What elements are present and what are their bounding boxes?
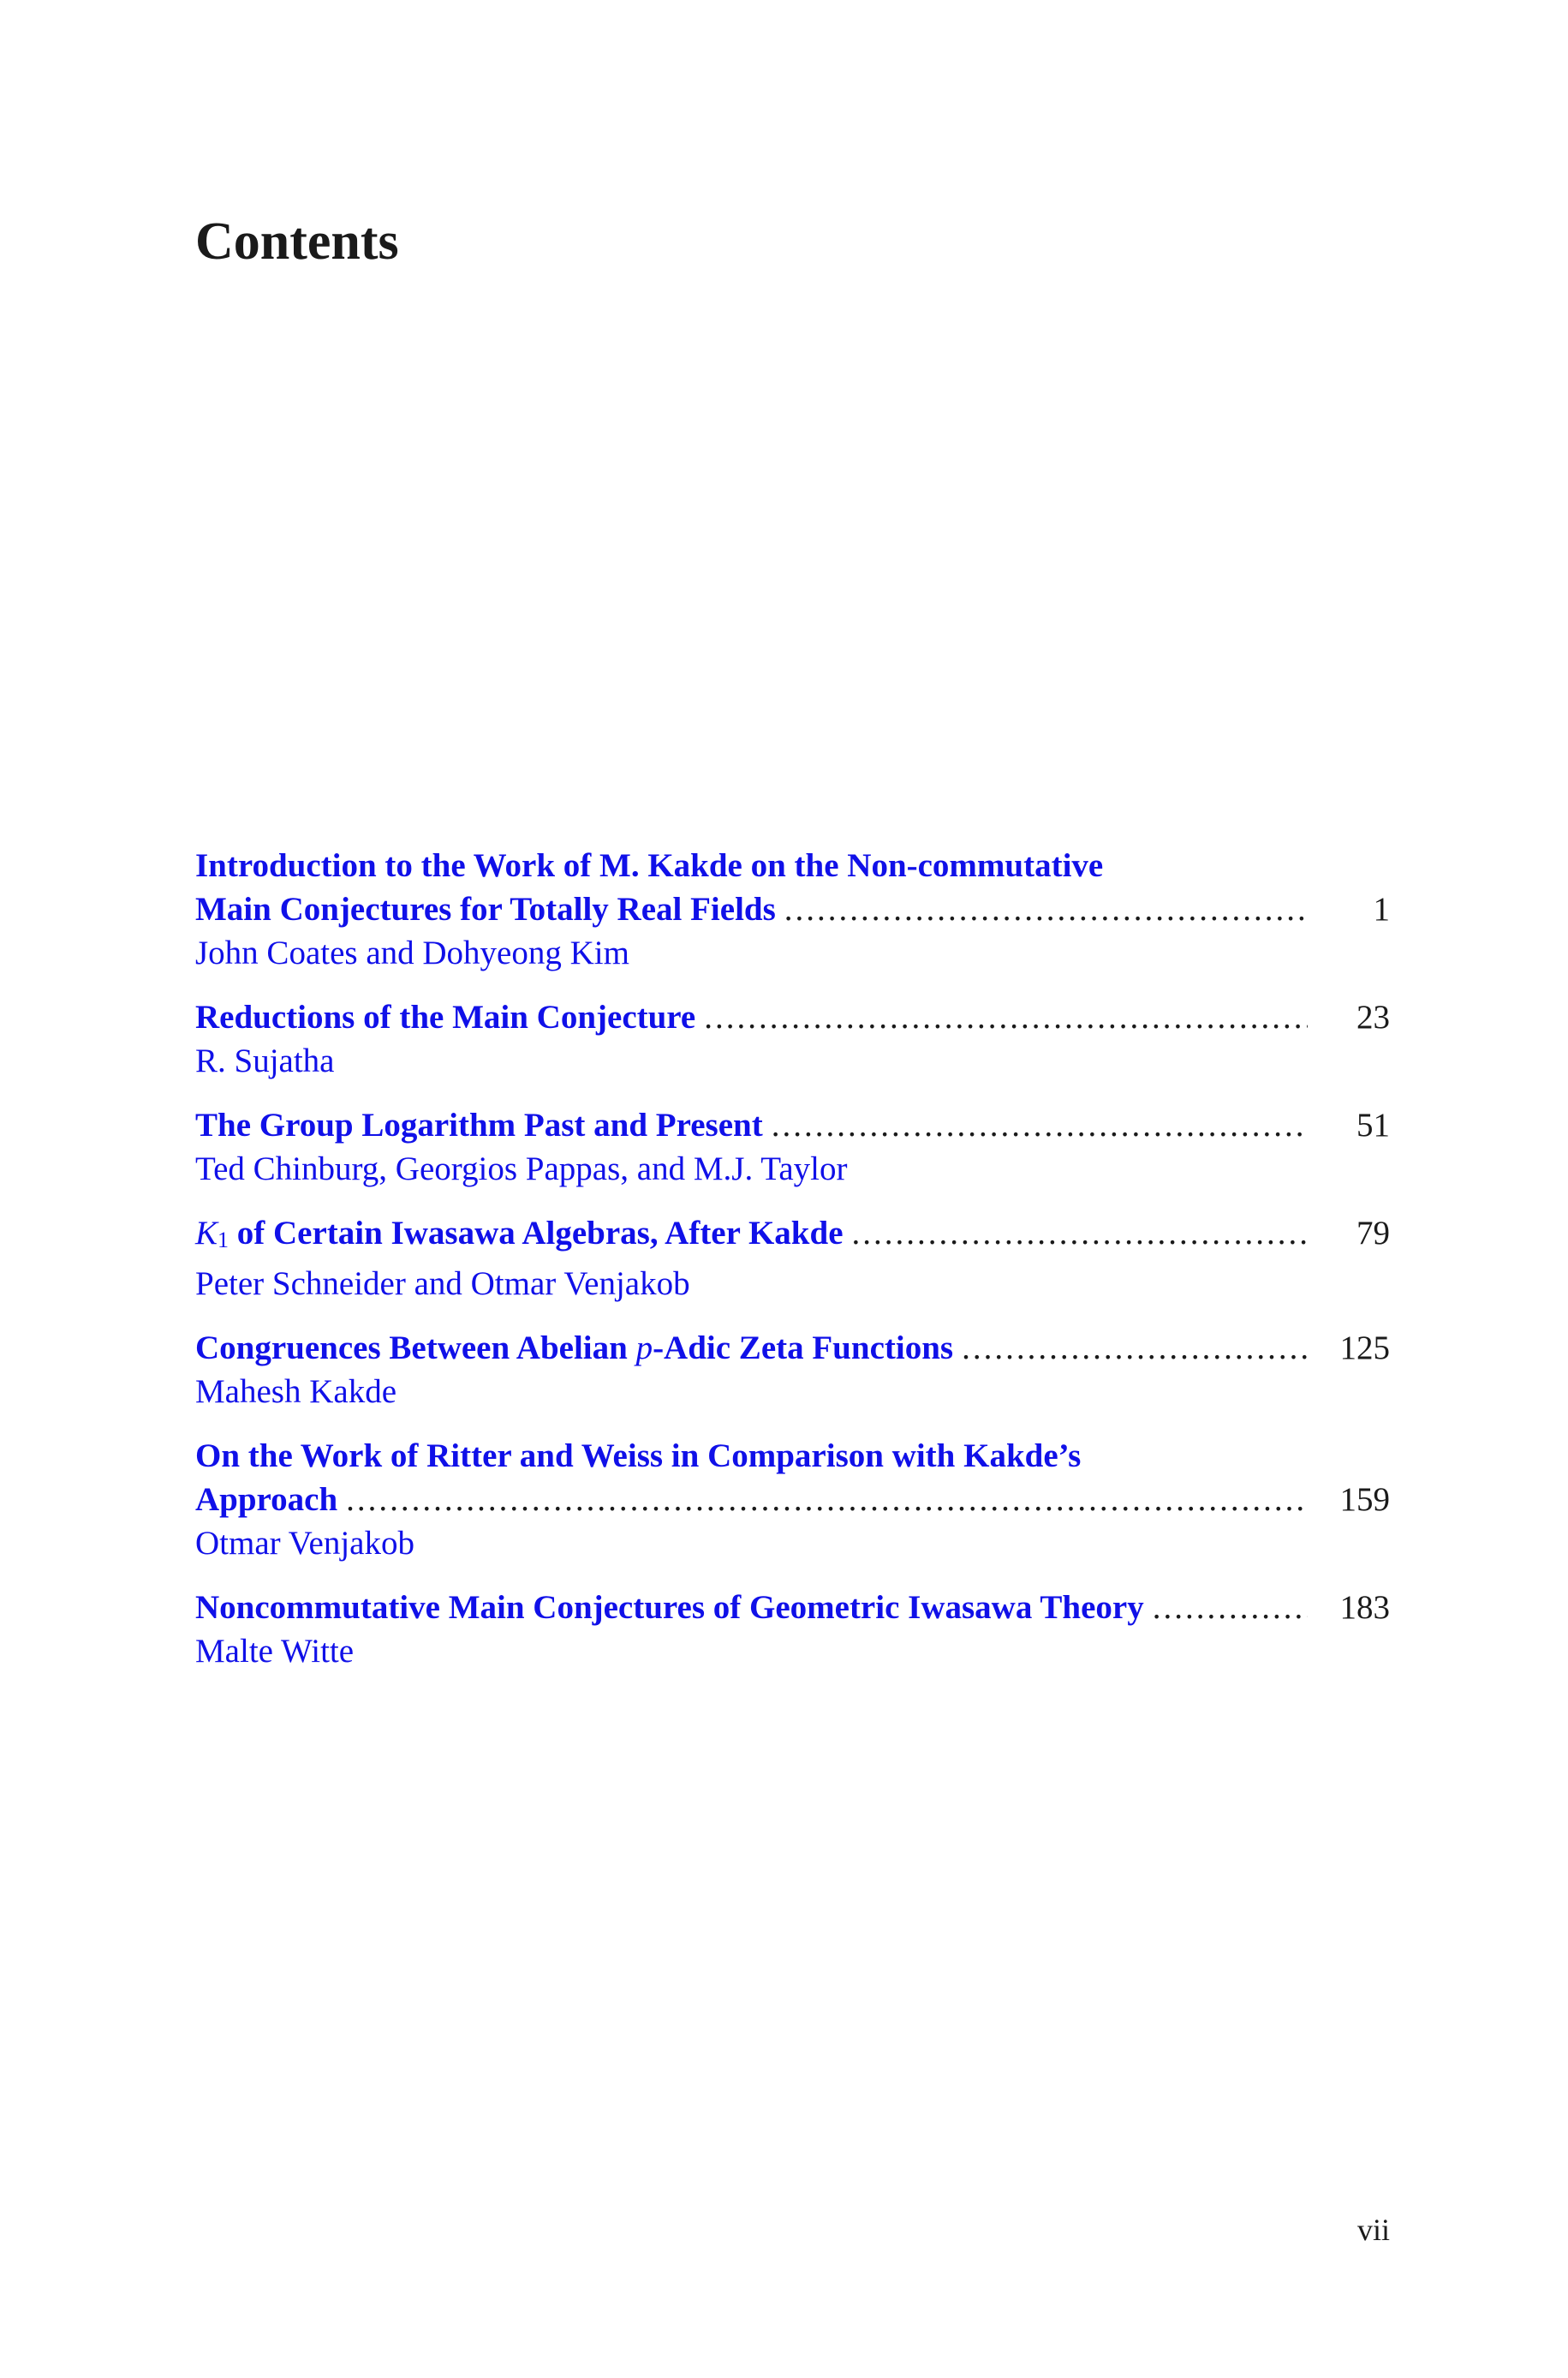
k-symbol: K	[195, 1215, 218, 1252]
toc-page-number: 159	[1339, 1481, 1390, 1518]
toc-title-line	[195, 1326, 1390, 1370]
toc-page-number: 23	[1356, 999, 1390, 1036]
toc-entry	[195, 1326, 1390, 1413]
toc-authors-link[interactable]: R. Sujatha	[195, 1043, 335, 1079]
toc-title-link[interactable]	[195, 1211, 844, 1262]
toc-entry	[195, 1103, 1390, 1191]
toc-entry	[195, 1586, 1390, 1673]
toc-page-number: 79	[1356, 1215, 1390, 1252]
toc-authors-link[interactable]: John Coates and Dohyeong Kim	[195, 935, 629, 971]
toc-title-link[interactable]	[195, 1326, 953, 1370]
toc-title-line	[195, 844, 1390, 887]
page-number: vii	[1356, 2213, 1390, 2247]
toc-title-line	[195, 887, 1390, 931]
toc-title-text: -Adic Zeta Functions	[653, 1329, 954, 1366]
toc-title-line	[195, 1478, 1390, 1521]
toc-title-link[interactable]: Reductions of the Main Conjecture	[195, 999, 696, 1036]
toc-page-number: 51	[1356, 1107, 1390, 1144]
table-of-contents	[195, 844, 1390, 1694]
dot-leader	[704, 995, 1308, 1039]
page-title: Contents	[195, 212, 399, 271]
toc-authors-link[interactable]: Peter Schneider and Otmar Venjakob	[195, 1265, 690, 1302]
toc-authors-link[interactable]: Malte Witte	[195, 1633, 355, 1670]
toc-authors-link[interactable]: Ted Chinburg, Georgios Pappas, and M.J. Taylor	[195, 1150, 848, 1187]
toc-page-number: 1	[1373, 891, 1390, 928]
toc-title-link[interactable]: The Group Logarithm Past and Present	[195, 1107, 763, 1144]
toc-title-link[interactable]: Introduction to the Work of M. Kakde on the Non-commutative	[195, 847, 1104, 884]
toc-title-line	[195, 1586, 1390, 1629]
toc-title-line	[195, 1211, 1390, 1262]
toc-entry	[195, 1434, 1390, 1565]
dot-leader	[962, 1326, 1308, 1370]
toc-entry	[195, 1211, 1390, 1306]
toc-entry	[195, 995, 1390, 1083]
toc-title-link[interactable]: On the Work of Ritter and Weiss in Comparison with Kakde’s	[195, 1437, 1082, 1474]
toc-title-text: of Certain Iwasawa Algebras, After Kakde	[229, 1215, 844, 1252]
toc-title-line	[195, 1103, 1390, 1147]
k-subscript: 1	[218, 1228, 230, 1252]
toc-title-link[interactable]: Noncommutative Main Conjectures of Geometric Iwasawa Theory	[195, 1589, 1144, 1626]
toc-title-text: Congruences Between Abelian	[195, 1329, 636, 1366]
dot-leader	[346, 1478, 1308, 1521]
toc-page-number: 183	[1339, 1589, 1390, 1626]
toc-title-line	[195, 995, 1390, 1039]
dot-leader	[1153, 1586, 1308, 1629]
dot-leader	[852, 1211, 1309, 1255]
toc-authors-link[interactable]: Otmar Venjakob	[195, 1525, 414, 1562]
p-symbol: p	[635, 1329, 653, 1366]
toc-title-link[interactable]: Main Conjectures for Totally Real Fields	[195, 891, 776, 928]
toc-authors-link[interactable]: Mahesh Kakde	[195, 1373, 397, 1410]
toc-title-line	[195, 1434, 1390, 1478]
dot-leader	[772, 1103, 1308, 1147]
toc-entry	[195, 844, 1390, 975]
dot-leader	[784, 887, 1308, 931]
toc-title-link[interactable]: Approach	[195, 1481, 338, 1518]
toc-page-number: 125	[1339, 1329, 1390, 1366]
